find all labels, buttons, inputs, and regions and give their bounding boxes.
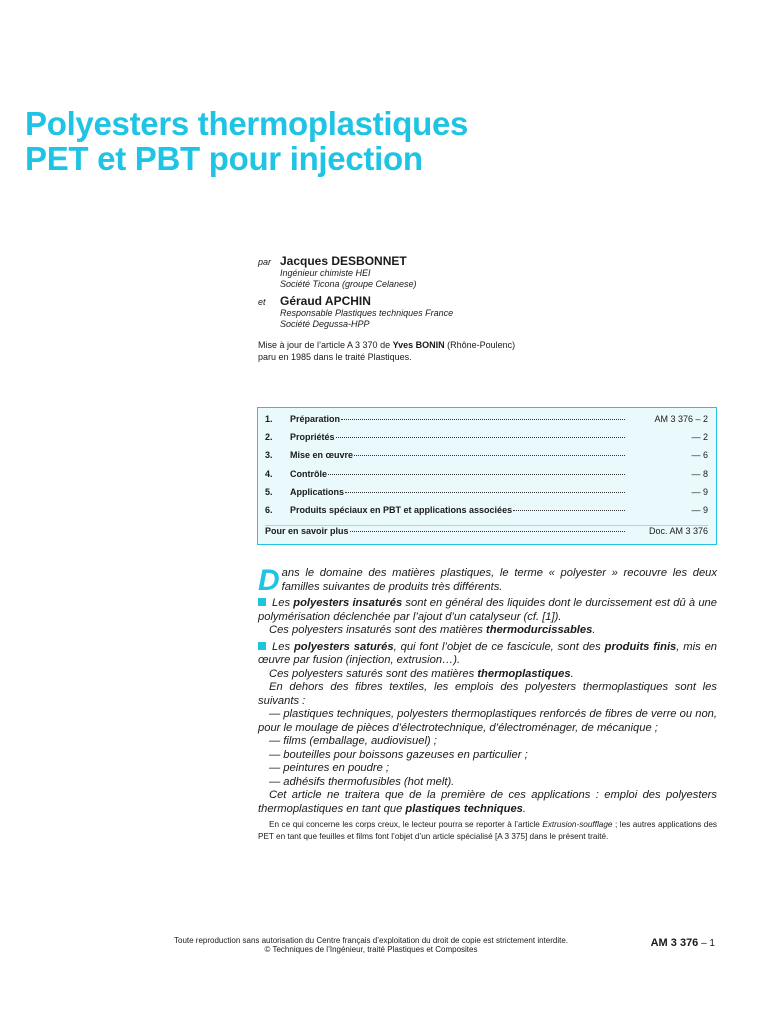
toc-entry[interactable] xyxy=(265,450,708,468)
toc-leader xyxy=(328,474,625,475)
toc-entry[interactable] xyxy=(265,432,708,450)
toc-leader xyxy=(341,419,625,420)
toc-page-ref: — 2 xyxy=(691,432,708,443)
toc-label: Applications xyxy=(290,486,345,497)
list-item: — plastiques techniques, polyesters thermoplastiques renforcés de fibres de verre ou non, pour le moulage de pièces d’électrotechnique, d’électroménager, de mécanique ; xyxy=(258,708,717,734)
toc-page-ref: — 9 xyxy=(691,504,708,515)
toc-number: 1. xyxy=(265,414,273,424)
toc-number: 3. xyxy=(265,450,273,461)
toc-page-ref: — 9 xyxy=(691,486,708,497)
author-prefix: par xyxy=(258,257,272,267)
toc-leader xyxy=(345,492,625,493)
page-reference xyxy=(651,937,715,949)
toc-page-ref: — 6 xyxy=(691,450,708,461)
author-1 xyxy=(258,254,718,268)
intro-paragraph xyxy=(258,564,717,597)
intro-text: ans le domaine des matières plastiques, le terme « polyester » recouvre les deux familles suivantes de produits très différents. xyxy=(281,567,717,593)
article-title xyxy=(25,106,468,176)
article-body xyxy=(258,564,718,843)
update-note xyxy=(258,339,718,363)
toc-label: Contrôle xyxy=(290,468,327,479)
paragraph: Ces polyesters saturés sont des matières thermoplastiques. xyxy=(269,667,574,680)
toc-leader xyxy=(354,455,625,456)
authors-block xyxy=(258,254,718,363)
update-line-2: paru en 1985 dans le traité Plastiques. xyxy=(258,352,412,362)
author-affiliation: Responsable Plastiques techniques France xyxy=(280,308,454,318)
toc-label: Préparation xyxy=(290,414,341,424)
toc-entry-bibliography[interactable] xyxy=(265,526,708,544)
toc-number: 4. xyxy=(265,468,273,479)
table-of-contents xyxy=(257,407,717,545)
toc-number: 6. xyxy=(265,504,273,515)
square-bullet-icon xyxy=(258,598,266,606)
author-affiliation: Ingénieur chimiste HEI xyxy=(280,268,371,278)
toc-page-ref: Doc. AM 3 376 xyxy=(648,526,708,537)
toc-entry[interactable] xyxy=(265,505,708,523)
toc-number: 2. xyxy=(265,432,273,443)
author-name: Géraud APCHIN xyxy=(280,294,371,308)
copyright-line-1: Toute reproduction sans autorisation du Centre français d’exploitation du droit de copie est strictement interdite. xyxy=(174,936,568,945)
toc-entry[interactable] xyxy=(265,469,708,487)
copyright-line-2: © Techniques de l’Ingénieur, traité Plastiques et Composites xyxy=(264,945,478,954)
update-author: Yves BONIN xyxy=(392,340,445,350)
title-line-2: PET et PBT pour injection xyxy=(25,140,423,177)
toc-label: Mise en œuvre xyxy=(290,450,354,461)
author-affiliation: Société Ticona (groupe Celanese) xyxy=(280,278,417,289)
paragraph: En dehors des fibres textiles, les emplois des polyesters thermoplastiques sont les suivants : xyxy=(258,681,717,707)
toc-leader xyxy=(336,437,625,438)
author-name: Jacques DESBONNET xyxy=(280,254,407,268)
note-paragraph: En ce qui concerne les corps creux, le lecteur pourra se reporter à l’article Extrusion-soufflage ; les autres applications des PET en tant que feuilles et films font l’objet d’un article spécialisé [A 3 375] dans le présent traité. xyxy=(258,820,717,841)
toc-entry[interactable] xyxy=(265,414,708,432)
toc-page-ref: AM 3 376 – 2 xyxy=(654,414,708,424)
list-item: — bouteilles pour boissons gazeuses en particulier ; xyxy=(269,748,528,761)
toc-number: 5. xyxy=(265,486,273,497)
author-2 xyxy=(258,294,718,308)
toc-label: Pour en savoir plus xyxy=(265,526,349,537)
toc-label: Produits spéciaux en PBT et applications associées xyxy=(290,504,513,515)
update-text: Mise à jour de l’article A 3 370 de xyxy=(258,340,393,350)
toc-label: Propriétés xyxy=(290,432,335,443)
toc-leader xyxy=(513,510,625,511)
title-line-1: Polyesters thermoplastiques xyxy=(25,105,469,142)
toc-page-ref: — 8 xyxy=(691,468,708,479)
copyright-notice xyxy=(110,936,632,954)
paragraph: Ces polyesters insaturés sont des matières thermodurcissables. xyxy=(269,624,596,636)
toc-leader xyxy=(350,531,625,532)
toc-entry[interactable] xyxy=(265,487,708,505)
paragraph: Les polyesters saturés, qui font l’objet de ce fascicule, sont des produits finis, mis en œuvre par fusion (injection, extrusion…). xyxy=(258,640,718,666)
author-prefix: et xyxy=(258,297,266,307)
paragraph: Cet article ne traitera que de la première de ces applications : emploi des polyesters thermoplastiques en tant que plastiques techniques. xyxy=(258,789,717,815)
author-affiliation: Société Degussa-HPP xyxy=(280,318,370,329)
list-item: — films (emballage, audiovisuel) ; xyxy=(269,735,437,747)
page-number: – 1 xyxy=(698,938,715,949)
square-bullet-icon xyxy=(258,642,266,650)
paragraph: Les polyesters insaturés sont en général des liquides dont le durcissement est dû à une polymérisation déclenchée par l’ajout d’un catalyseur (cf. [1]). xyxy=(258,597,717,623)
drop-cap: D xyxy=(258,564,280,597)
article-code: AM 3 376 xyxy=(650,937,699,949)
list-item: — peintures en poudre ; xyxy=(269,762,390,774)
update-text: (Rhône-Poulenc) xyxy=(444,340,516,350)
list-item: — adhésifs thermofusibles (hot melt). xyxy=(269,775,455,788)
